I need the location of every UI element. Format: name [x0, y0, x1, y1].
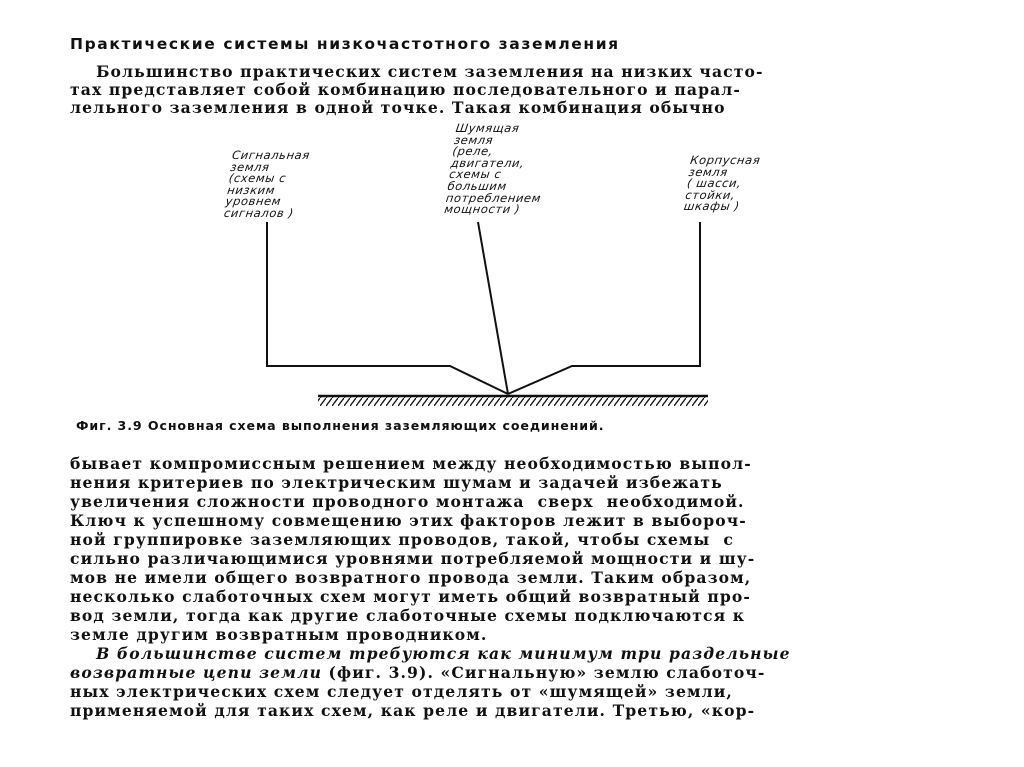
body-line: бывает компромиссным решением между необходимостью выпол-	[70, 454, 752, 473]
figure-caption: Фиг. 3.9 Основная схема выполнения заземляющих соединений.	[76, 418, 605, 433]
chassis-ground-wire	[508, 222, 700, 394]
intro-line: тах представляет собой комбинацию последовательного и парал-	[70, 80, 741, 99]
ground-bar-hatch	[318, 397, 708, 406]
body-line: ных электрических схем следует отделять от «шумящей» земли,	[70, 682, 733, 701]
noisy-ground-wire	[478, 222, 508, 394]
mixed-line	[70, 664, 765, 682]
grounding-diagram	[200, 118, 762, 418]
body-line: несколько слаботочных схем могут иметь общий возвратный про-	[70, 587, 751, 606]
intro-line: лельного заземления в одной точке. Такая комбинация обычно	[70, 98, 726, 117]
signal-ground-label: Сигнальная земля (схемы с низким уровнем сигналов )	[223, 148, 311, 220]
line-continuation: (фиг. 3.9). «Сигнальную» землю слаботоч-	[322, 663, 766, 682]
body-line: вод земли, тогда как другие слаботочные схемы подключаются к	[70, 606, 746, 625]
body-line: нения критериев по электрическим шумам и задачей избежать	[70, 473, 723, 492]
body-line: земле другим возвратным проводником.	[70, 625, 488, 644]
body-line: сильно различающимися уровнями потребляемой мощности и шу-	[70, 549, 756, 568]
intro-line: Большинство практических систем заземления на низких часто-	[70, 62, 764, 81]
body-line: применяемой для таких схем, как реле и двигатели. Третью, «кор-	[70, 701, 756, 720]
body-line: Ключ к успешному совмещению этих факторов лежит в выбороч-	[70, 511, 747, 530]
section-heading: Практические системы низкочастотного заземления	[70, 35, 620, 53]
italic-phrase: возвратные цепи земли	[70, 663, 323, 682]
noisy-ground-label: Шумящая земля (реле, двигатели, схемы с большим потреблением мощности )	[443, 121, 543, 217]
body-line: увеличения сложности проводного монтажа сверх необходимой.	[70, 492, 745, 511]
body-line: мов не имели общего возвратного провода земли. Таким образом,	[70, 568, 752, 587]
signal-ground-wire	[267, 222, 508, 394]
chassis-ground-label: Корпусная земля ( шасси, стойки, шкафы )	[682, 153, 762, 214]
body-line: ной группировке заземляющих проводов, такой, чтобы схемы с	[70, 530, 734, 549]
italic-emphasis-line: В большинстве систем требуются как минимум три раздельные	[70, 644, 791, 663]
